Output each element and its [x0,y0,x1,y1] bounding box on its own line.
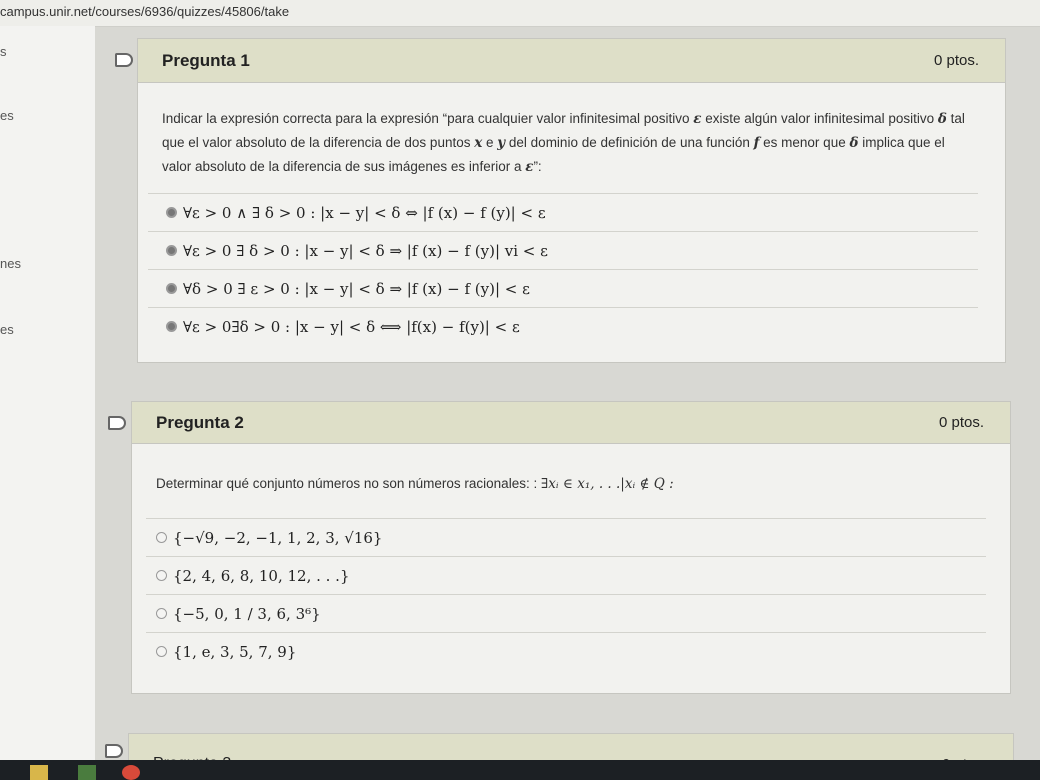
course-sidebar [0,26,95,760]
flag-question-icon[interactable] [105,744,123,758]
answer-option[interactable] [146,518,986,556]
flag-question-icon[interactable] [108,416,126,430]
question-card-2 [131,401,1011,694]
answer-option[interactable] [148,307,978,345]
radio-button[interactable] [166,321,177,332]
question-header [138,39,1005,83]
answer-option-label: ∀ε > 0 ∃ δ > 0 : |x − y| < δ ⇒ |f (x) − f (y)| vi < ε [183,241,548,260]
answer-option-label: ∀ε > 0 ∧ ∃ δ > 0 : |x − y| < δ ⇔ |f (x) − f (y)| < ε [183,203,546,222]
answer-option-label: {−5, 0, 1 / 3, 6, 3⁶} [173,604,321,623]
question-points: 0 ptos. [933,52,979,69]
question-card-1 [137,38,1006,363]
address-bar[interactable] [0,0,1040,27]
answer-option[interactable] [146,594,986,632]
chrome-icon[interactable] [122,765,140,780]
radio-button[interactable] [156,608,167,619]
url-text: campus.unir.net/courses/6936/quizzes/45806/take [0,4,290,19]
question-title: Pregunta 1 [162,50,250,70]
answer-option[interactable] [148,269,978,307]
sidebar-fragment[interactable]: s [0,44,7,59]
radio-button[interactable] [156,646,167,657]
radio-button[interactable] [166,207,177,218]
answer-option[interactable] [148,193,978,231]
answer-option[interactable] [148,231,978,269]
question-text: Indicar la expresión correcta para la expresión “para cualquier valor infinitesimal positivo ε existe algún valor infinitesimal positivo δ tal que el valor absoluto de la diferencia de dos puntos x e y del dominio de definición de una función f es menor que δ implica que el valor absoluto de la diferencia de sus imágenes es inferior a ε”: [162,111,965,175]
radio-button[interactable] [166,283,177,294]
answer-option-label: {−√9, −2, −1, 1, 2, 3, √16} [173,528,383,547]
question-title: Pregunta 2 [156,412,244,432]
answer-option[interactable] [146,556,986,594]
answer-option-label: ∀ε > 0∃δ > 0 : |x − y| < δ ⟺ |f(x) − f(y)| < ε [183,317,520,336]
sidebar-fragment[interactable]: es [0,322,14,337]
radio-button[interactable] [156,532,167,543]
flag-question-icon[interactable] [115,53,133,67]
radio-button[interactable] [156,570,167,581]
sidebar-fragment[interactable]: es [0,108,14,123]
answer-option-label: {1, e, 3, 5, 7, 9} [173,642,297,661]
radio-button[interactable] [166,245,177,256]
question-text: Determinar qué conjunto números no son números racionales: : ∃xᵢ ∈ x₁, . . .|xᵢ ∉ Q : [156,476,674,492]
sidebar-fragment[interactable]: nes [0,256,21,271]
answer-option[interactable] [146,632,986,670]
store-icon[interactable] [78,765,96,780]
question-points: 0 ptos. [938,414,984,431]
os-taskbar [0,760,1040,780]
answer-option-label: {2, 4, 6, 8, 10, 12, . . .} [173,566,350,585]
answer-option-label: ∀δ > 0 ∃ ε > 0 : |x − y| < δ ⇒ |f (x) − f (y)| < ε [183,279,530,298]
question-header [132,402,1010,444]
file-explorer-icon[interactable] [30,765,48,780]
